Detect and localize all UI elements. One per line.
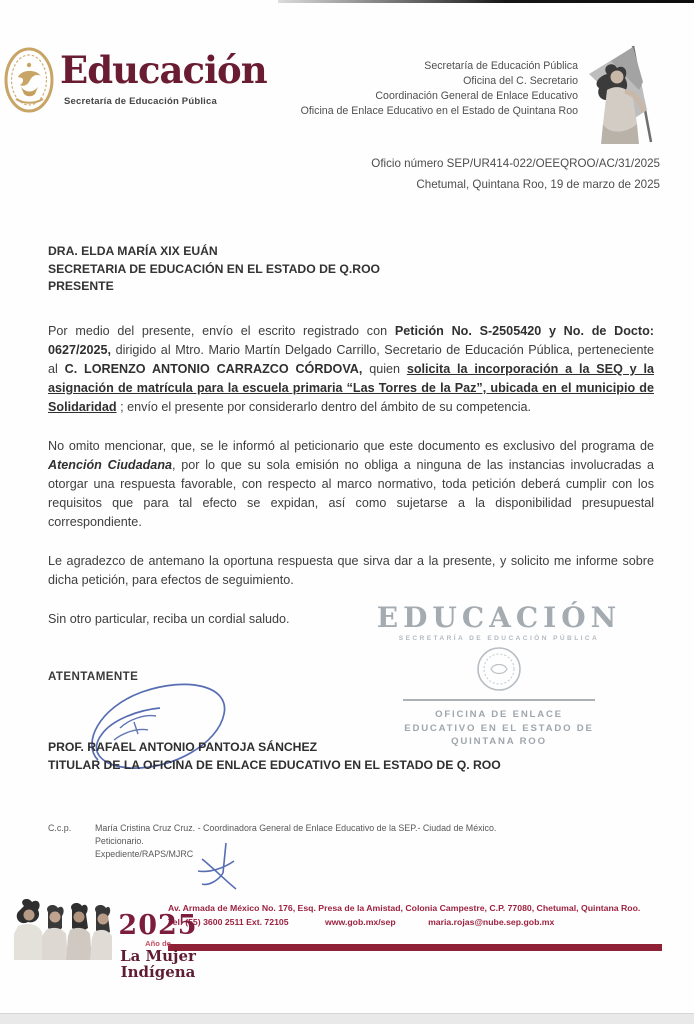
scan-edge-top — [278, 0, 694, 3]
ccp-line: Peticionario. — [95, 836, 144, 846]
stamp-office-line: OFICINA DE ENLACE — [435, 709, 563, 720]
footer-contact — [168, 902, 673, 929]
stamp-divider — [403, 699, 595, 701]
ccp-label: C.c.p. — [48, 823, 72, 833]
oficio-number: Oficio número SEP/UR414-022/OEEQROO/AC/31/2025 — [371, 157, 660, 170]
sep-logo-subtitle: Secretaría de Educación Pública — [64, 96, 217, 107]
ink-checkmark-icon — [190, 841, 244, 896]
department-hierarchy — [250, 59, 578, 119]
ccp-line: María Cristina Cruz Cruz. - Coordinadora General de Enlace Educativo de la SEP.- Ciudad de México. — [95, 823, 497, 833]
footer-row — [168, 916, 673, 930]
ccp-lines — [95, 822, 575, 861]
addressee-presente: PRESENTE — [48, 279, 114, 293]
badge-line1: La Mujer — [120, 947, 196, 965]
dept-line: Secretaría de Educación Pública — [424, 60, 578, 72]
indigenous-women-photo — [6, 898, 114, 993]
dept-line: Oficina de Enlace Educativo en el Estado de Quintana Roo — [300, 105, 578, 117]
closing-line: Sin otro particular, reciba un cordial saludo. — [48, 612, 290, 626]
ccp-section — [48, 822, 575, 861]
stamp-seal-icon — [336, 646, 662, 697]
signatory-block — [48, 739, 501, 774]
year-2025-badge — [112, 910, 204, 981]
badge-year: 2025 — [118, 910, 198, 941]
oficio-meta — [290, 153, 660, 195]
stamp-office-line: QUINTANA ROO — [451, 736, 547, 747]
ccp-line: Expediente/RAPS/MJRC — [95, 849, 194, 859]
footer-website: www.gob.mx/sep — [325, 916, 396, 927]
footer-phone: Tel: (55) 3600 2511 Ext. 72105 — [168, 916, 289, 927]
woman-with-flag-icon — [577, 44, 665, 151]
signatory-title: TITULAR DE LA OFICINA DE ENLACE EDUCATIVO EN EL ESTADO DE Q. ROO — [48, 757, 501, 772]
paragraph-3: Le agradezco de antemano la oportuna respuesta que sirva dar a la presente, y solicito me informe sobre dicha petición, para efectos de seguimiento. — [48, 554, 654, 587]
letter-body — [48, 322, 654, 649]
addressee-name: DRA. ELDA MARÍA XIX EUÁN — [48, 244, 218, 258]
badge-line2: Indígena — [120, 963, 196, 981]
footer-email: maria.rojas@nube.sep.gob.mx — [428, 916, 555, 927]
office-stamp — [336, 601, 662, 749]
scan-edge-bottom — [0, 1013, 694, 1024]
addressee-block — [48, 243, 380, 296]
stamp-office-line: EDUCATIVO EN EL ESTADO DE — [404, 722, 594, 734]
stamp-subtitle: SECRETARÍA DE EDUCACIÓN PÚBLICA — [398, 635, 600, 642]
dept-line: Oficina del C. Secretario — [463, 75, 578, 87]
salutation: ATENTAMENTE — [48, 670, 139, 683]
dept-line: Coordinación General de Enlace Educativo — [375, 90, 578, 102]
signatory-name: PROF. RAFAEL ANTONIO PANTOJA SÁNCHEZ — [48, 740, 318, 754]
oficio-place-date: Chetumal, Quintana Roo, 19 de marzo de 2025 — [416, 178, 660, 191]
badge-pre: Año de — [145, 939, 171, 948]
paragraph-1: Por medio del presente, envío el escrito registrado con Petición No. S-2505420 y No. de Docto: 0627/2025, dirigido al Mtro. Mario Martín Delgado Carrillo, Secretario de Educación Pública, perteneciente al C. LORENZO ANTONIO CARRAZCO CÓRDOVA, quien solicita la incorporación a la SEQ y la asignación de matrícula para la escuela primaria “Las Torres de la Paz”, ubicada en el municipio de Solidaridad ; envío el presente por considerarlo dentro del ámbito de su competencia. — [48, 324, 655, 414]
addressee-title: SECRETARIA DE EDUCACIÓN EN EL ESTADO DE Q.ROO — [48, 261, 381, 276]
paragraph-2: No omito mencionar, que, se le informó al peticionario que este documento es exclusivo del programa de Atención Ciudadana, por lo que su sola emisión no obliga a ninguna de las instancias involucradas a otorgar una respuesta favorable, con respecto al marco normativo, toda petición deberá cumplir con los requisitos que para tal efecto se expidan, así como sujetarse a la disponibilidad presupuestal correspondiente. — [48, 439, 655, 529]
sep-logo-wordmark: Educación — [60, 48, 267, 92]
sep-eagle-seal-icon — [4, 47, 56, 118]
footer-maroon-bar — [168, 944, 662, 951]
footer-address: Av. Armada de México No. 176, Esq. Presa de la Amistad, Colonia Campestre, C.P. 77080, Chetumal, Quintana Roo. — [168, 903, 641, 913]
stamp-wordmark: EDUCACIÓN — [376, 601, 622, 634]
